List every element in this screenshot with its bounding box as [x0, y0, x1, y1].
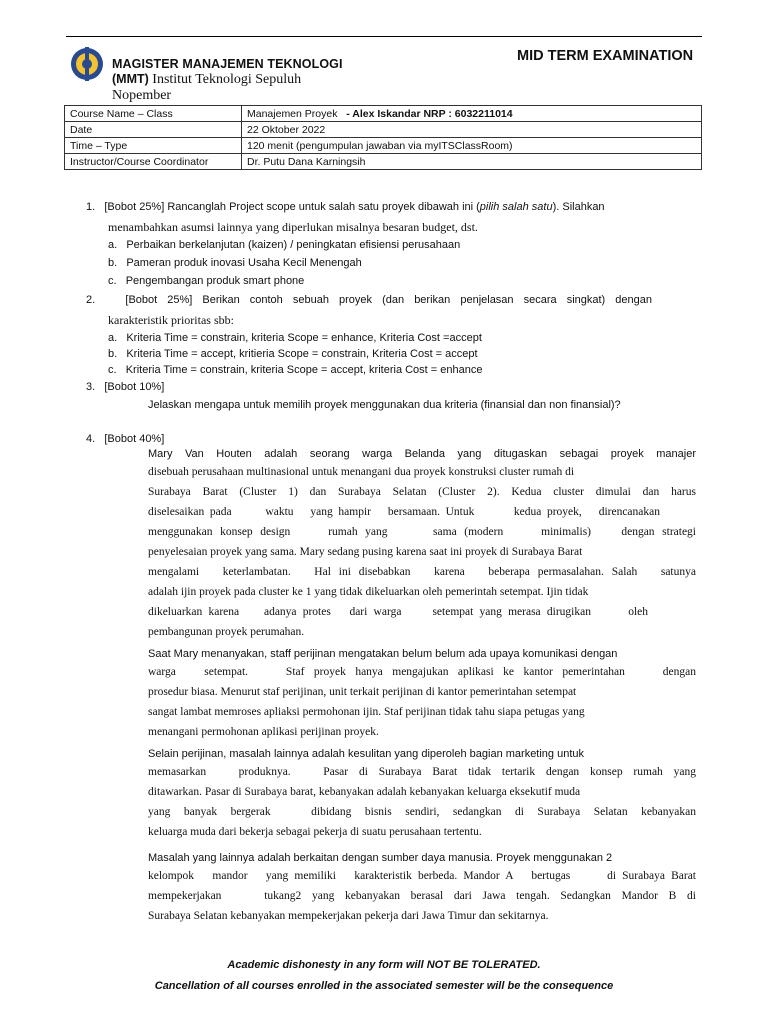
org-subtitle: (MMT) Institut Teknologi Sepuluh	[112, 72, 302, 87]
question-4-body: Mary Van Houten adalah seorang warga Belanda yang ditugaskan sebagai proyek manajer disebuah perusahaan multinasional untuk menangani dua proyek konstruksi cluster rumah di Surabaya Barat (Cluster 1) dan Surabaya Selatan (Cluster 2). Kedua cluster dimulai dan harus diselesaikan pada waktu yang hampir bersamaan. Untuk kedua proyek, direncanakan menggunakan konsep design rumah yang sama (modern minimalis) dengan strategi penyelesaian proyek yang sama. Mary sedang pusing karena saat ini proyek di Surabaya Barat mengalami keterlambatan. Hal ini disebabkan karena beberapa permasalahan. Salah satunya adalah ijin proyek pada cluster ke 1 yang tidak dikeluarkan oleh pemerintah setempat. Ijin tidak dikeluarkan karena adanya protes dari warga setempat yang merasa dirugikan oleh pembangunan proyek perumahan. Saat Mary menanyakan, staff perijinan mengatakan belum belum ada upaya komunikasi dengan warga setempat. Staf proyek hanya mengajukan aplikasi ke kantor pemerintahan dengan prosedur biasa. Menurut staf perijinan, unit terkait perijinan di kantor pemerintahan setempat sangat lambat memroses apliaksi permohonan ijin. Staf perijinan tidak tahu siapa petugas yang menangani permohonan aplikasi perijinan proyek. Selain perijinan, masalah lainnya adalah kesulitan yang diperoleh bagian marketing untuk memasarkan produknya. Pasar di Surabaya Barat tidak tertarik dengan konsep rumah yang ditawarkan. Pasar di Surabaya barat, kebanyakan adalah kebanyakan keluarga eksekutif muda yang banyak bergerak dibidang bisnis sendiri, sedangkan di Surabaya Selatan kebanyakan keluarga muda dari bekerja sebagai pekerja di suatu perusahaan tertentu. Masalah yang lainnya adalah berkaitan dengan sumber daya manusia. Proyek menggunakan 2 kelompok mandor yang memiliki karakteristik berbeda. Mandor A bertugas di Surabaya Barat mempekerjakan tukang2 yang kebanyakan berasal dari Jawa tengah. Sedangkan Mandor B di Surabaya Selatan kebanyakan mempekerjakan pekerja dari Jawa Timur dan sekitarnya.	[148, 448, 696, 922]
table-row: Course Name – Class Manajemen Proyek - Alex Iskandar NRP : 6032211014	[65, 106, 702, 122]
table-row: Time – Type 120 menit (pengumpulan jawaban via myITSClassRoom)	[65, 138, 702, 154]
footer-notice-2: Cancellation of all courses enrolled in the associated semester will be the consequence	[154, 980, 614, 992]
its-logo-icon	[70, 45, 104, 83]
org-subtitle-2: Nopember	[112, 88, 172, 103]
question-2: 2. [Bobot 25%] Berikan contoh sebuah proyek (dan berikan penjelasan secara singkat) dengan	[86, 294, 652, 306]
header-rule	[66, 36, 702, 37]
exam-title: MID TERM EXAMINATION	[517, 48, 694, 64]
course-info-table	[64, 105, 702, 170]
question-4: 4. [Bobot 40%]	[86, 433, 165, 445]
table-row: Date 22 Oktober 2022	[65, 122, 702, 138]
footer-notice-1: Academic dishonesty in any form will NOT BE TOLERATED.	[227, 959, 541, 971]
question-1: 1. [Bobot 25%] Rancanglah Project scope untuk salah satu proyek dibawah ini (pilih salah satu). Silahkan	[86, 201, 605, 213]
question-3: 3. [Bobot 10%]	[86, 381, 165, 393]
org-name: MAGISTER MANAJEMEN TEKNOLOGI	[112, 57, 343, 71]
table-row: Instructor/Course Coordinator Dr. Putu Dana Karningsih	[65, 154, 702, 170]
